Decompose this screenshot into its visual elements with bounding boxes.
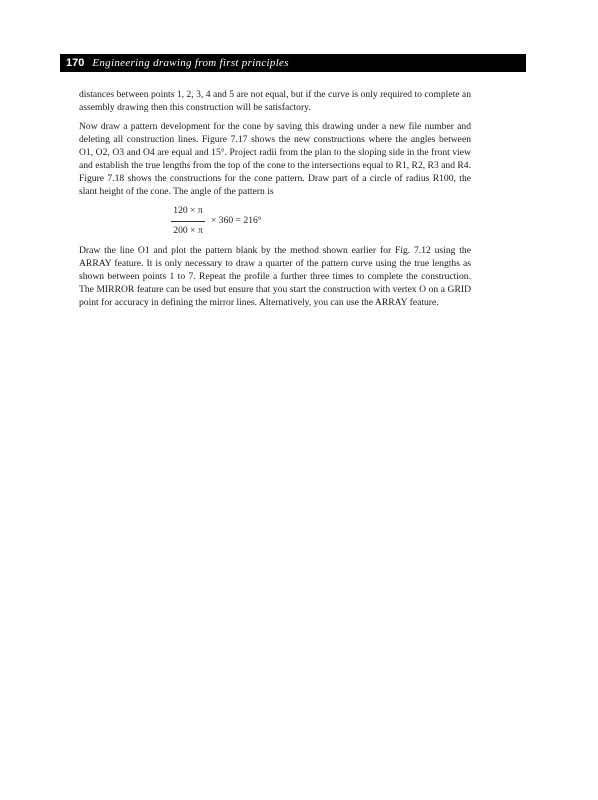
paragraph-2: Now draw a pattern development for the cone by saving this drawing under a new file number and deleting all construction lines. Figure 7.17 shows the new constructions where the angles between O1, O2, O3 and O4 are equal and 15°. Project radii from the plan to the sloping side in the front view and establish the true lengths from the top of the cone to the intersections equal to R1, R2, R3 and R4. Figure 7.18 shows the constructions for the cone pattern. Draw part of a circle of radius R100, the slant height of the cone. The angle of the pattern is — [79, 121, 471, 197]
pattern-angle-formula — [171, 205, 471, 238]
formula-denominator: 200 × π — [173, 225, 203, 237]
paragraph-3: Draw the line O1 and plot the pattern blank by the method shown earlier for Fig. 7.12 using the ARRAY feature. It is only necessary to draw a quarter of the pattern curve using the true lengths as shown between points 1 to 7. Repeat the profile a further three times to complete the construction. The MIRROR feature can be used but ensure that you start the construction with vertex O on a GRID point for accuracy in defining the mirror lines. Alternatively, you can use the ARRAY feature. — [79, 245, 471, 308]
running-header — [60, 54, 526, 72]
paragraph-1: distances between points 1, 2, 3, 4 and 5 are not equal, but if the curve is only required to complete an assembly drawing then this construction will be satisfactory. — [79, 89, 471, 113]
formula-numerator: 120 × π — [173, 205, 203, 217]
fraction — [171, 205, 205, 238]
body-text — [79, 89, 471, 316]
fraction-bar — [171, 221, 205, 222]
running-title: Engineering drawing from first principles — [92, 57, 289, 69]
page-number: 170 — [66, 57, 85, 69]
formula-result: × 360 = 216° — [211, 215, 262, 227]
